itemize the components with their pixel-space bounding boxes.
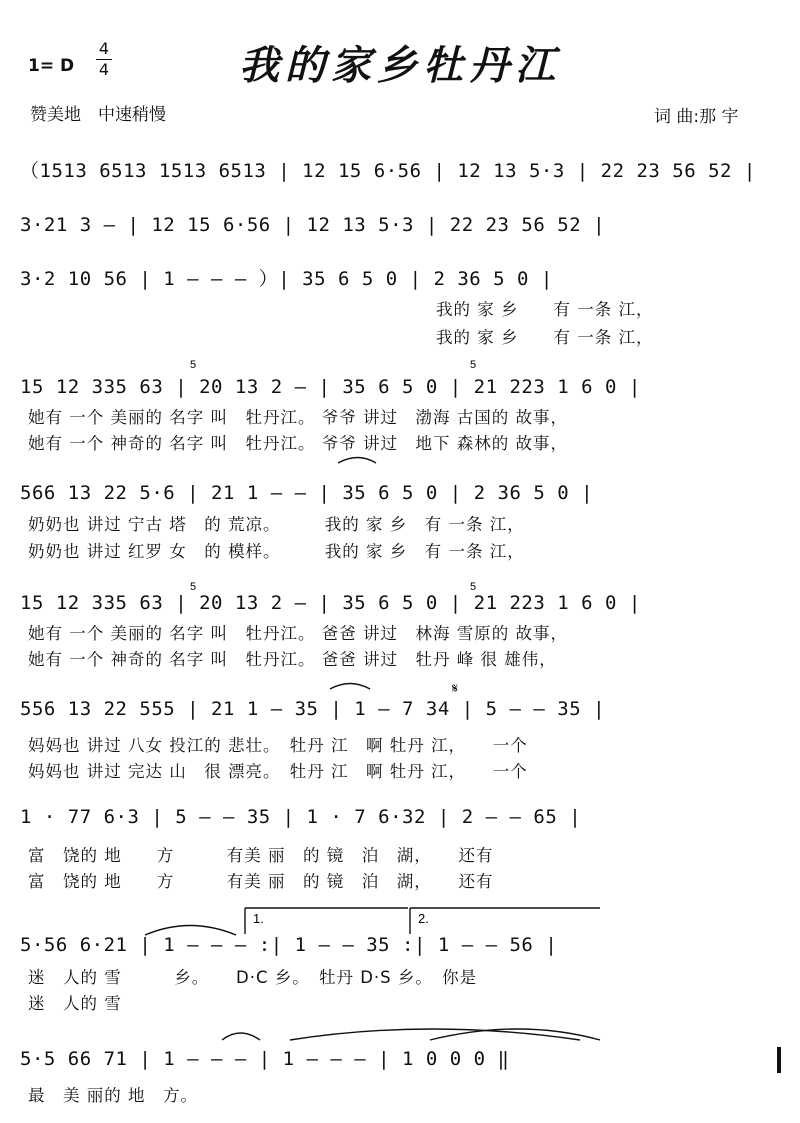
- staff-system-2: 3·21 3 — | 12 15 6·56 | 12 13 5·3 | 22 23 56 52 |: [20, 214, 606, 236]
- staff-system-6: 15 12 335 63 | 20 13 2 — | 35 6 5 0 | 21 223 1 6 0 |: [20, 592, 641, 614]
- svg-text:1.: 1.: [253, 911, 264, 926]
- song-title: 我的家乡牡丹江: [239, 42, 561, 89]
- svg-text:5: 5: [470, 359, 477, 371]
- tie: [430, 1029, 600, 1040]
- staff-system-4: 15 12 335 63 | 20 13 2 — | 35 6 5 0 | 21 223 1 6 0 |: [20, 376, 641, 398]
- lyric-line: 她有 一个 美丽的 名字 叫 牡丹江。 爸爸 讲过 林海 雪原的 故事，: [28, 624, 568, 643]
- staff-system-9: 5·56 6·21 | 1 — — — :| 1 — — 35 :| 1 — — 56 |: [20, 934, 558, 956]
- staff-system-3: 3·2 10 56 | 1 — — — ）| 35 6 5 0 | 2 36 5 0 |: [20, 268, 553, 290]
- lyric-line: 迷 人的 雪 乡。 D·C 乡。 牡丹 D·S 乡。 你是: [28, 968, 478, 987]
- lyric-line: 她有 一个 神奇的 名字 叫 牡丹江。 爸爸 讲过 牡丹 峰 很 雄伟，: [28, 650, 557, 669]
- staff-system-8: 1 · 77 6·3 | 5 — — 35 | 1 · 7 6·32 | 2 — — 65 |: [20, 806, 582, 828]
- tempo-marking: 赞美地 中速稍慢: [30, 105, 166, 125]
- svg-text:5: 5: [190, 581, 197, 593]
- meter-top: 4: [98, 39, 110, 58]
- lyric-line: 富 饶的 地 方 有美 丽 的 镜 泊 湖， 还有: [28, 872, 494, 891]
- lyric-line: 迷 人的 雪: [28, 994, 122, 1013]
- slur: [222, 1033, 260, 1040]
- svg-text:𝄋: 𝄋: [452, 681, 459, 697]
- lyric-line: 最 美 丽的 地 方。: [28, 1086, 198, 1105]
- key-signature: 1= D: [28, 56, 75, 76]
- slur: [330, 684, 370, 690]
- svg-text:2.: 2.: [418, 911, 429, 926]
- lyric-line: 她有 一个 美丽的 名字 叫 牡丹江。 爷爷 讲过 渤海 古国的 故事，: [28, 408, 568, 427]
- lyric-line: 我的 家 乡 有 一条 江，: [436, 328, 654, 347]
- staff-system-5: 566 13 22 5·6 | 21 1 — — | 35 6 5 0 | 2 36 5 0 |: [20, 482, 594, 504]
- lyric-line: 奶奶也 讲过 宁古 塔 的 荒凉。 我的 家 乡 有 一条 江，: [28, 515, 525, 534]
- svg-text:5: 5: [470, 581, 477, 593]
- svg-text:5: 5: [190, 359, 197, 371]
- lyric-line: 她有 一个 神奇的 名字 叫 牡丹江。 爷爷 讲过 地下 森林的 故事，: [28, 434, 568, 453]
- lyric-line: 奶奶也 讲过 红罗 女 的 模样。 我的 家 乡 有 一条 江，: [28, 542, 525, 561]
- staff-system-1: （1513 6513 1513 6513 | 12 15 6·56 | 12 13 5·3 | 22 23 56 52 |: [20, 160, 756, 182]
- credit: 词 曲:那 宇: [654, 107, 739, 127]
- lyric-line: 富 饶的 地 方 有美 丽 的 镜 泊 湖， 还有: [28, 846, 494, 865]
- lyric-line: 妈妈也 讲过 八女 投江的 悲壮。 牡丹 江 啊 牡丹 江， 一个: [28, 736, 528, 755]
- lyric-line: 妈妈也 讲过 完达 山 很 漂亮。 牡丹 江 啊 牡丹 江， 一个: [28, 762, 528, 781]
- lyric-line: 我的 家 乡 有 一条 江，: [436, 300, 654, 319]
- staff-system-10: 5·5 66 71 | 1 — — — | 1 — — — | 1 0 0 0 ‖: [20, 1048, 510, 1070]
- meter-bottom: 4: [98, 60, 110, 79]
- staff-system-7: 556 13 22 555 | 21 1 — 35 | 1 — 7 34 | 5 — — 35 |: [20, 698, 606, 720]
- slur: [338, 458, 376, 464]
